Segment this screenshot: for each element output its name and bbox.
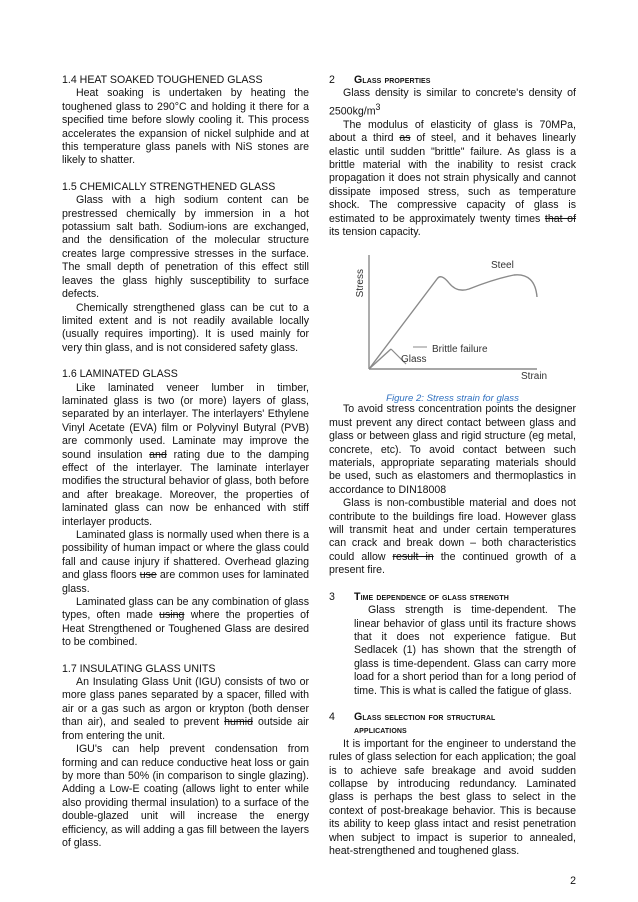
page-number: 2 — [570, 874, 576, 887]
paragraph: Like laminated veneer lumber in timber, laminated glass is two (or more) layers of glass, separated by an interlayer. The interlayers' Ethylene Vinyl Acetate (EVA) film or Polyvinyl Butyral (PVB) are commonly used. Laminate may improve the sound insulation and rating due to the damping effect of the interlayer. The laminate interlayer modifies the structural behavior of glass, both before and after breakage. Moreover, the properties of laminated glass can now be enhanced with stiff interlayer products. — [62, 381, 309, 528]
paragraph: Chemically strengthened glass can be cut to a limited extent and is not readily available locally (usually requires importing). It is used mainly for very thin glass, and is not considered safety glass. — [62, 301, 309, 354]
paragraph: It is important for the engineer to understand the rules of glass selection for each application; the goal is to achieve safe breakage and avoid sudden collapse by introducing redundancy. Laminated glass is perhaps the best glass to select in the context of post-breakage behavior. This is because its ability to keep glass intact and resist penetration when subject to impact is superior to annealed, heat-strengthened and toughened glass. — [329, 737, 576, 857]
paragraph: Laminated glass can be any combination of glass types, often made using where the properties of Heat Strengthened or Toughened Glass are desired to be combined. — [62, 596, 309, 649]
struck-text: and — [149, 448, 167, 461]
paragraph: An Insulating Glass Unit (IGU) consists of two or more glass panes separated by a spacer, filled with air or a gas such as argon or krypton (both denser than air), and sealed to prevent humid outside air from entering the unit. — [62, 676, 309, 742]
figure-caption: Figure 2: Stress strain for glass — [386, 392, 519, 404]
stress-strain-diagram — [329, 245, 576, 385]
section-heading-1-7: 1.7 INSULATING GLASS UNITS — [62, 662, 216, 675]
paragraph: To avoid stress concentration points the designer must prevent any direct contact between glass and glass or between glass and rigid structure (eg metal, concrete, etc). To avoid contact between such materials, appropriate separating materials should be used, such as elastomers and thermoplastics in accordance to DIN18008 — [329, 403, 576, 496]
paragraph: IGU's can help prevent condensation from forming and can reduce conductive heat loss or gain by more than 50% (in comparison to single glazing). Adding a Low-E coating (allows light to enter while also providing thermal insulation) to a surface of the double-glazed unit will increase the energy efficiency, as will adding a gas fill between the layers of glass. — [62, 743, 309, 849]
section-heading-4: 4 Glass selection for structural applications — [329, 710, 496, 737]
paragraph: Laminated glass is normally used when there is a possibility of human impact or where the glass could fall and cause injury if shattered. Overhead glazing and glass floors use are common uses for laminated glass. — [62, 529, 309, 595]
section-heading-1-5: 1.5 CHEMICALLY STRENGTHENED GLASS — [62, 180, 276, 193]
struck-text: as — [399, 132, 411, 145]
struck-text: result in — [392, 550, 434, 563]
paragraph: Glass with a high sodium content can be prestressed chemically by immersion in a hot potassium salt bath. Sodium-ions are exchanged, and the densification of the molecular structure creates large compressive stresses in the surface. The small depth of penetration of this effect still leaves the glass highly susceptibility to surface defects. — [62, 194, 309, 301]
paragraph: The modulus of elasticity of glass is 70MPa, about a third as of steel, and it behaves linearly elastic until sudden "brittle" failure. As glass is a brittle material with the inability to resist crack propagation it does not strain physically and cannot dissipate imposed stress, such as temperature shock. The compressive capacity of glass is estimated to be approximately twenty times that of its tension capacity. — [329, 118, 577, 238]
x-axis-label: Strain — [521, 371, 548, 383]
struck-text: using — [159, 609, 185, 622]
section-heading-3: 3 Time dependence of glass strength — [329, 590, 509, 603]
section-heading-1-6: 1.6 LAMINATED GLASS — [62, 368, 178, 381]
paragraph: Glass is non-combustible material and does not contribute to the buildings fire load. However glass will transmit heat and under certain temperatures can crack and break down – both characteristics could allow result in the continued growth of a present fire. — [329, 497, 577, 577]
paragraph: Glass strength is time-dependent. The linear behavior of glass until its fracture shows that it does not experience fatigue. But Sedlacek (1) has shown that the strength of glass is time-dependent. Glass can carry more load for a short period than for a long period of time. This is what is called the fatigue of glass. — [354, 604, 576, 697]
stress-strain-figure — [329, 245, 576, 404]
paragraph: Heat soaking is undertaken by heating the toughened glass to 290°C and holding it there for a specified time before slowly cooling it. This process accelerates the expansion of nickel sulphide and at this temperature glass panels with NiS stones are likely to shatter. — [62, 87, 309, 167]
struck-text: use — [139, 569, 157, 582]
steel-label: Steel — [491, 260, 514, 272]
right-column — [329, 74, 576, 858]
struck-text: humid — [224, 716, 253, 729]
paragraph: Glass density is similar to concrete's density of $2500kg/m^3$ — [329, 87, 576, 118]
brittle-failure-label: Brittle failure — [432, 344, 488, 356]
section-heading-2: 2 Glass properties — [329, 74, 431, 86]
struck-text: that of — [544, 212, 577, 225]
glass-label: Glass — [401, 354, 427, 366]
y-axis-label: Stress — [355, 269, 366, 298]
section-heading-1-4: 1.4 HEAT SOAKED TOUGHENED GLASS — [62, 74, 263, 86]
glass-curve — [369, 349, 391, 369]
left-column — [62, 74, 309, 850]
